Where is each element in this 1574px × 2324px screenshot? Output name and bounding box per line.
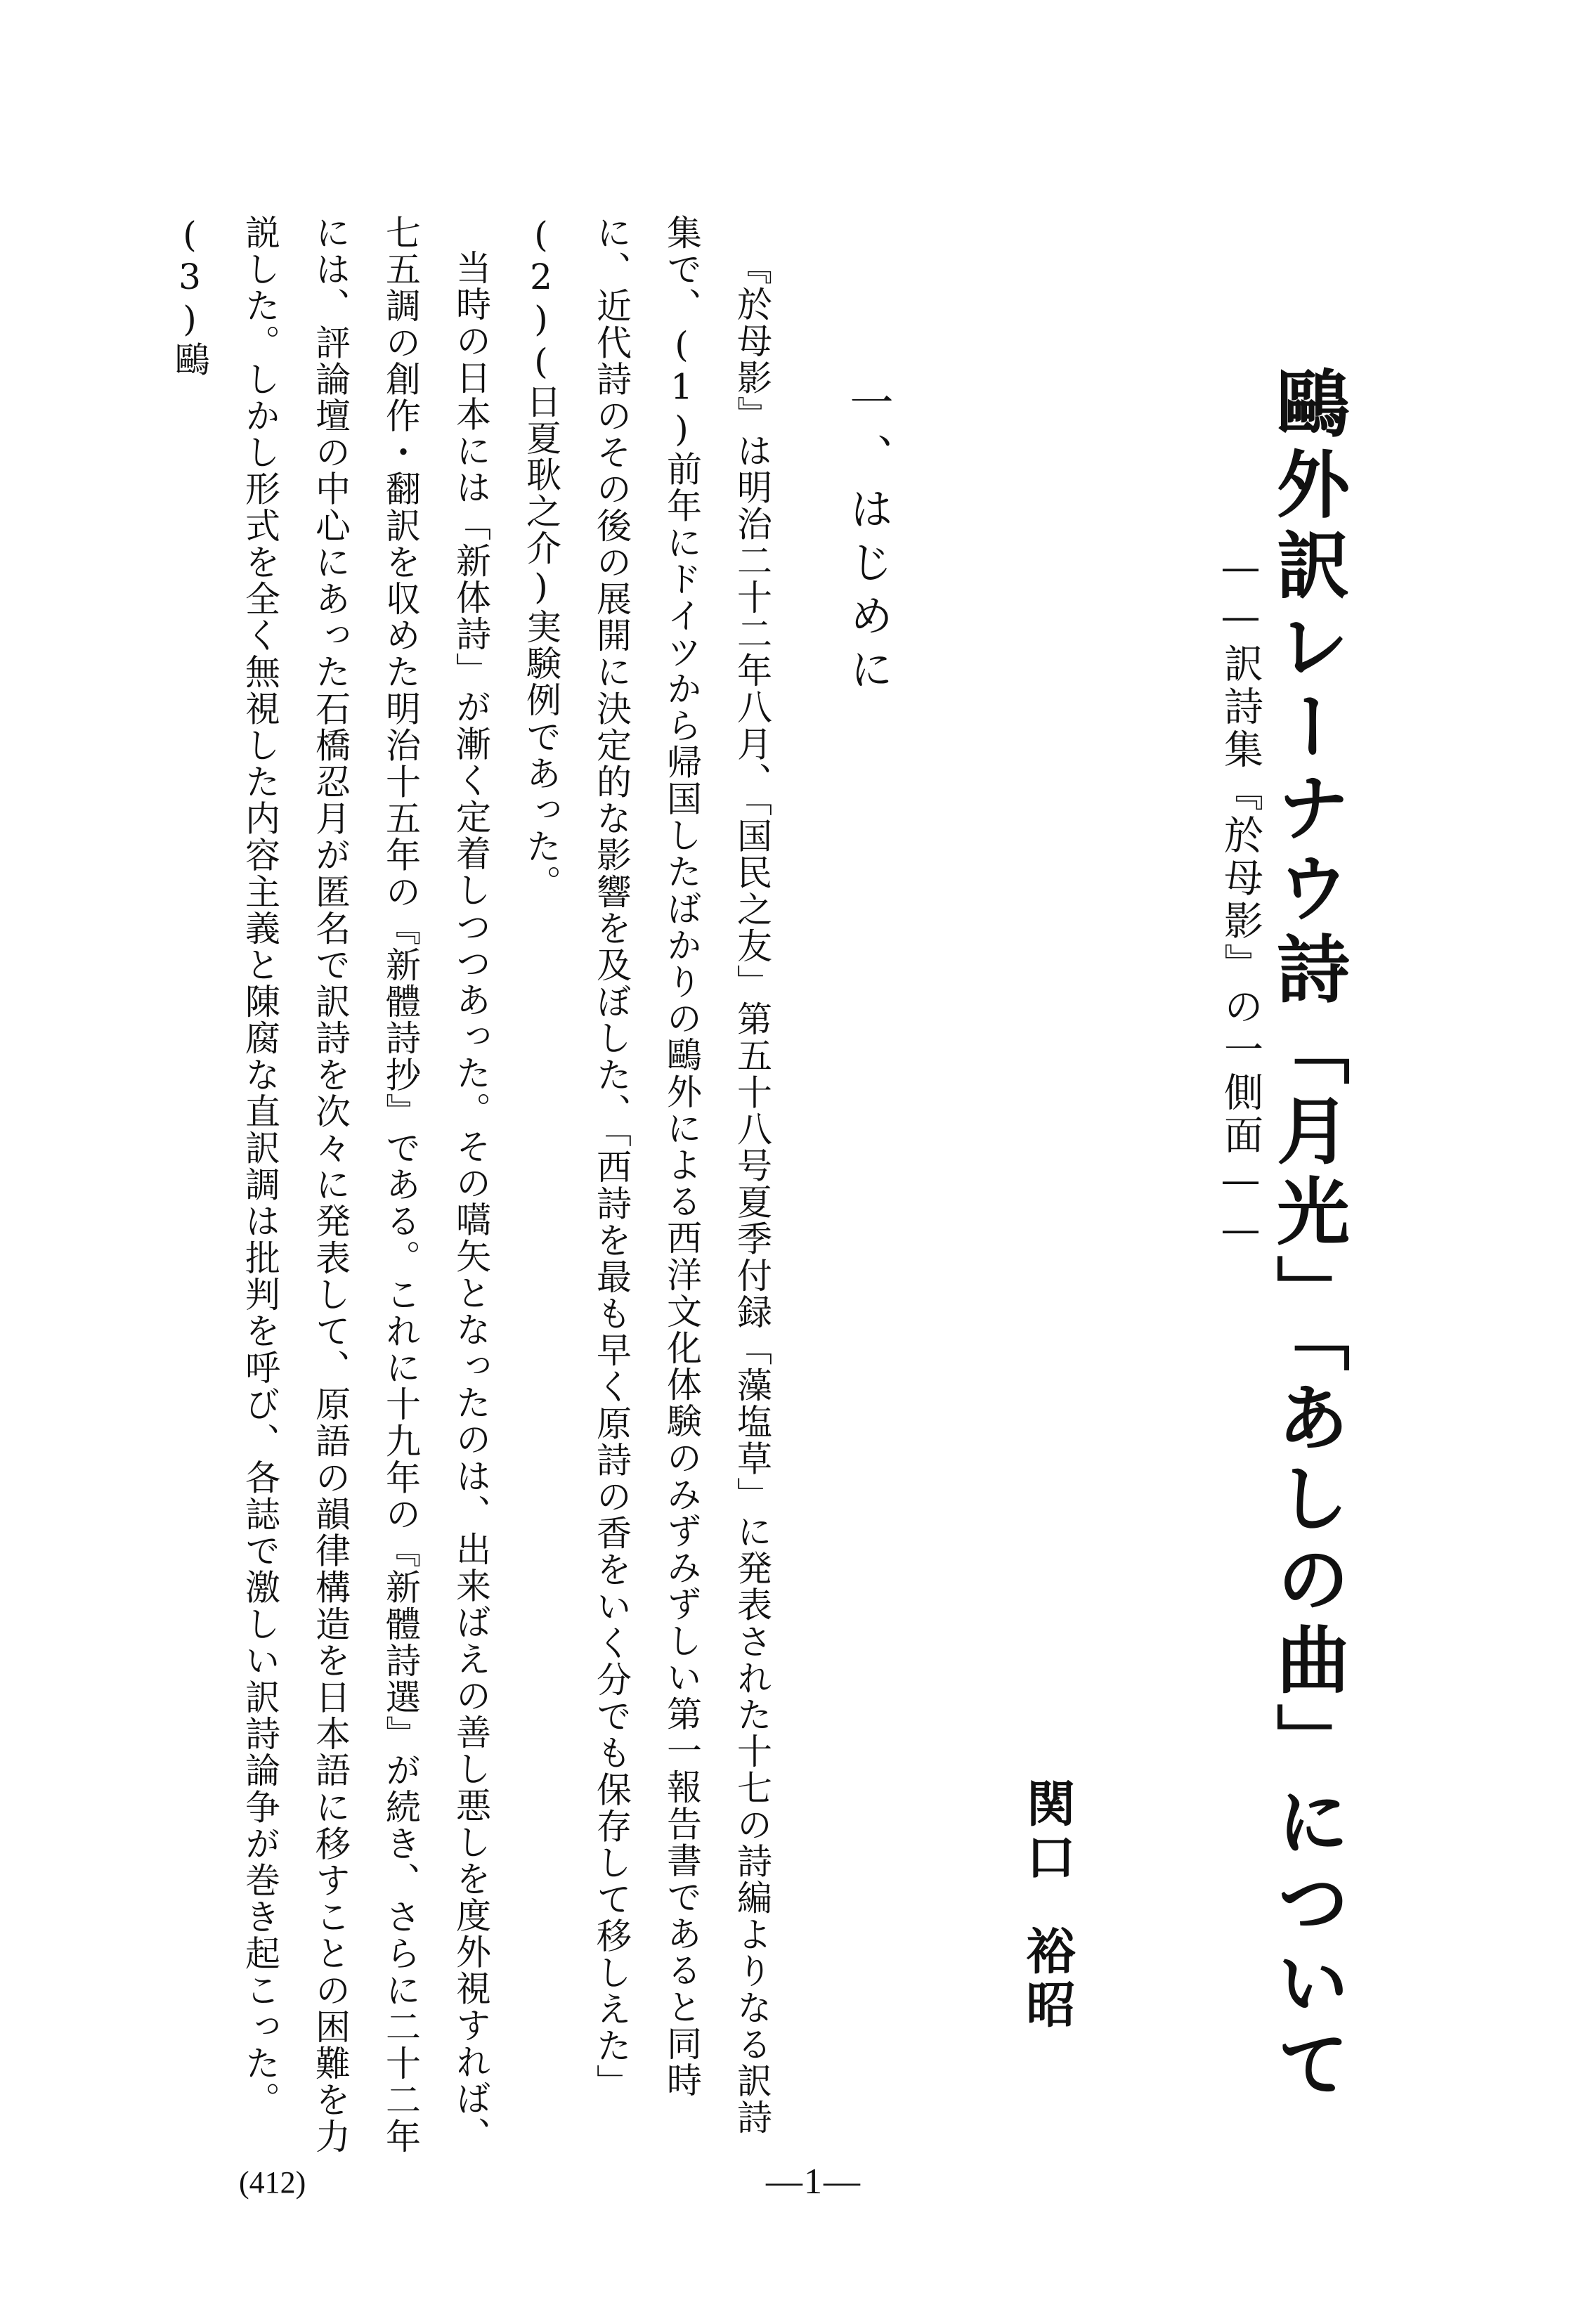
paragraph-2: 当時の日本には「新体詩」が漸く定着しつつあった。その嚆矢となったのは、出来ばえの善し悪しを度外視すれば、七五調の創作・翻訳を収めた明治十五年の『新體詩抄』である。これに十九年の『新體詩選』が続き、さらに二十二年には、評論壇の中心にあった石橋忍月が匿名で訳詩を次々に発表して、原語の韻律構造を日本語に移すことの困難を力説した。しかし形式を全く無視した内容主義と陳腐な直訳調は批判を呼び、各誌で激しい訳詩論争が巻き起こった。(3)鷗 <box>169 214 491 2155</box>
author-name <box>1012 1778 1082 2059</box>
issue-number: (412) <box>239 2165 306 2200</box>
article-title: 鷗外訳レーナウ詩「月光」「あしの曲」について <box>1264 365 1351 2107</box>
body-text <box>169 214 787 2168</box>
author-family-name: 関口 <box>1018 1778 1077 1885</box>
author-given-name: 裕昭 <box>1018 1926 1077 2032</box>
page-number: —1— <box>766 2162 861 2202</box>
article-subtitle: ——訳詩集『於母影』の一側面—— <box>1218 545 1263 1256</box>
paragraph-1: 『於母影』は明治二十二年八月、「国民之友」第五十八号夏季付録「藻塩草」に発表された十七の詩編よりなる訳詩集で、(1)前年にドイツから帰国したばかりの鷗外による西洋文化体験のみずみずしい第一報告書であると同時に、近代詩のその後の展開に決定的な影響を及ぼした、「西詩を最も早く原詩の香をいく分でも保存して移しえた」(2)(日夏耿之介)実験例であった。 <box>521 214 772 2136</box>
section-heading: 一、はじめに <box>843 379 894 700</box>
